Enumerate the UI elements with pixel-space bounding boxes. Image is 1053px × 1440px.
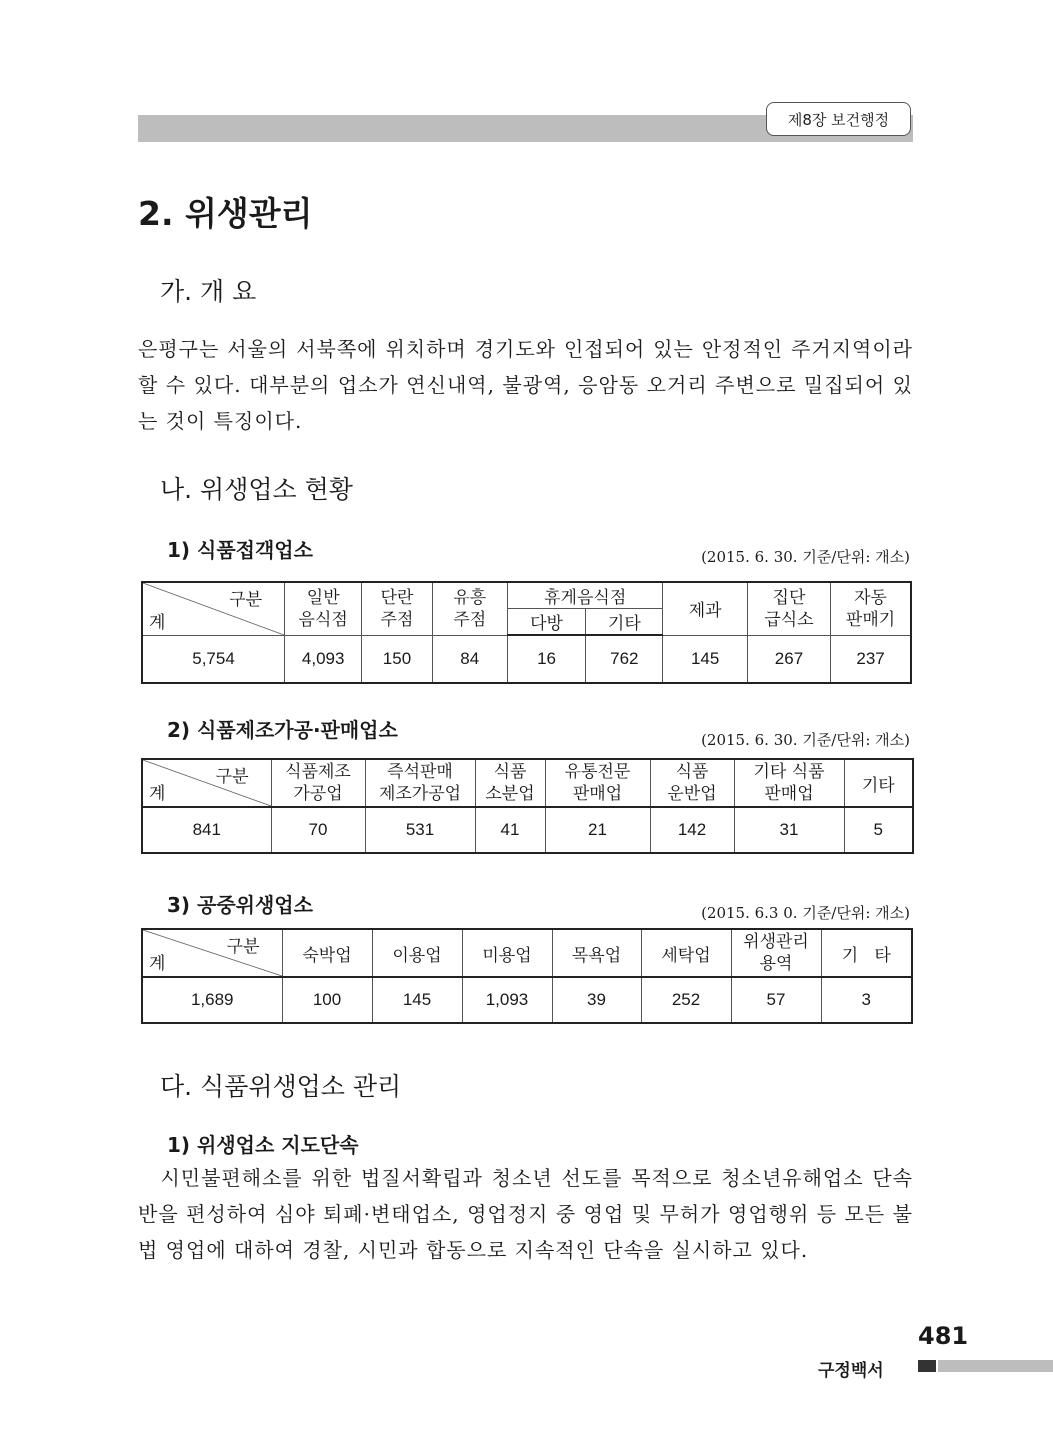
table-cell: 1,093	[462, 977, 552, 1023]
header-cell: 이용업	[372, 929, 462, 977]
header-cell: 휴게음식점	[507, 582, 663, 609]
table2-title: 2) 식품제조가공·판매업소	[167, 718, 398, 742]
management-text: 시민불편해소를 위한 법질서확립과 청소년 선도를 목적으로 청소년유해업소 단속반을 편성하여 심야 퇴폐·변태업소, 영업정지 중 영업 및 무허가 영업행위 등 모든 불법 영업에 대하여 경찰, 시민과 합동으로 지속적인 단속을 실시하고 있다.	[138, 1166, 913, 1262]
header-cell: 다방	[507, 609, 585, 636]
header-cell: 일반 음식점	[285, 582, 362, 635]
page-number: 481	[918, 1322, 969, 1350]
header-cell: 자동 판매기	[831, 582, 911, 635]
table-cell: 5,754	[142, 635, 285, 683]
table1-unit: (2015. 6. 30. 기준/단위: 개소)	[701, 548, 910, 566]
footer-bar	[938, 1360, 1053, 1372]
table-cell: 237	[831, 635, 911, 683]
header-cell: 세탁업	[641, 929, 731, 977]
book-title: 구정백서	[818, 1361, 884, 1381]
header-cell: 기타 식품 판매업	[734, 759, 844, 807]
table-cell: 150	[362, 635, 432, 683]
table1-corner: 구분 계	[142, 582, 285, 635]
table1-title: 1) 식품접객업소	[167, 538, 313, 562]
table-cell: 4,093	[285, 635, 362, 683]
table-cell: 57	[731, 977, 821, 1023]
table-cell: 762	[586, 635, 663, 683]
table-cell: 267	[747, 635, 830, 683]
header-cell: 미용업	[462, 929, 552, 977]
table2-corner: 구분 계	[142, 759, 271, 807]
header-cell: 즉석판매 제조가공업	[365, 759, 475, 807]
table3-unit: (2015. 6.3 0. 기준/단위: 개소)	[701, 904, 910, 922]
table-cell: 252	[641, 977, 731, 1023]
table-cell: 145	[663, 635, 747, 683]
table-cell: 145	[372, 977, 462, 1023]
table-cell: 39	[552, 977, 641, 1023]
header-cell: 기타	[586, 609, 663, 636]
header-cell: 숙박업	[282, 929, 372, 977]
overview-text: 은평구는 서울의 서북쪽에 위치하며 경기도와 인접되어 있는 안정적인 주거지역이라 할 수 있다. 대부분의 업소가 연신내역, 불광역, 응암동 오거리 주변으로 밀집되어 있는 것이 특징이다.	[138, 337, 913, 433]
table-cell: 70	[271, 807, 365, 853]
food-manufacturing-table	[141, 758, 914, 854]
header-cell: 집단 급식소	[747, 582, 830, 635]
table2-unit: (2015. 6. 30. 기준/단위: 개소)	[701, 731, 910, 749]
section-title: 2. 위생관리	[138, 194, 313, 233]
management-heading: 다. 식품위생업소 관리	[160, 1072, 402, 1101]
table-cell: 41	[475, 807, 545, 853]
table-cell: 16	[507, 635, 585, 683]
table3-corner: 구분 계	[142, 929, 282, 977]
food-service-table	[141, 581, 912, 684]
header-cell: 유흥 주점	[432, 582, 507, 635]
table-cell: 5	[844, 807, 913, 853]
table-cell: 3	[821, 977, 912, 1023]
status-heading: 나. 위생업소 현황	[160, 475, 353, 504]
table-cell: 31	[734, 807, 844, 853]
footer-marker	[918, 1360, 936, 1372]
header-cell: 식품 소분업	[475, 759, 545, 807]
table-cell: 84	[432, 635, 507, 683]
header-cell: 제과	[663, 582, 747, 635]
table-cell: 100	[282, 977, 372, 1023]
header-cell: 기타	[844, 759, 913, 807]
table-cell: 21	[545, 807, 650, 853]
public-hygiene-table	[141, 928, 913, 1024]
management-subheading: 1) 위생업소 지도단속	[167, 1133, 359, 1157]
table-cell: 142	[650, 807, 734, 853]
header-cell: 유통전문 판매업	[545, 759, 650, 807]
header-cell: 식품 운반업	[650, 759, 734, 807]
header-cell: 단란 주점	[362, 582, 432, 635]
table-cell: 841	[142, 807, 271, 853]
header-cell: 식품제조 가공업	[271, 759, 365, 807]
overview-heading: 가. 개 요	[160, 277, 257, 306]
header-cell: 기 타	[821, 929, 912, 977]
header-cell: 목욕업	[552, 929, 641, 977]
chapter-label: 제8장 보건행정	[766, 102, 911, 136]
table-cell: 531	[365, 807, 475, 853]
table3-title: 3) 공중위생업소	[167, 893, 313, 917]
header-cell: 위생관리 용역	[731, 929, 821, 977]
table-cell: 1,689	[142, 977, 282, 1023]
